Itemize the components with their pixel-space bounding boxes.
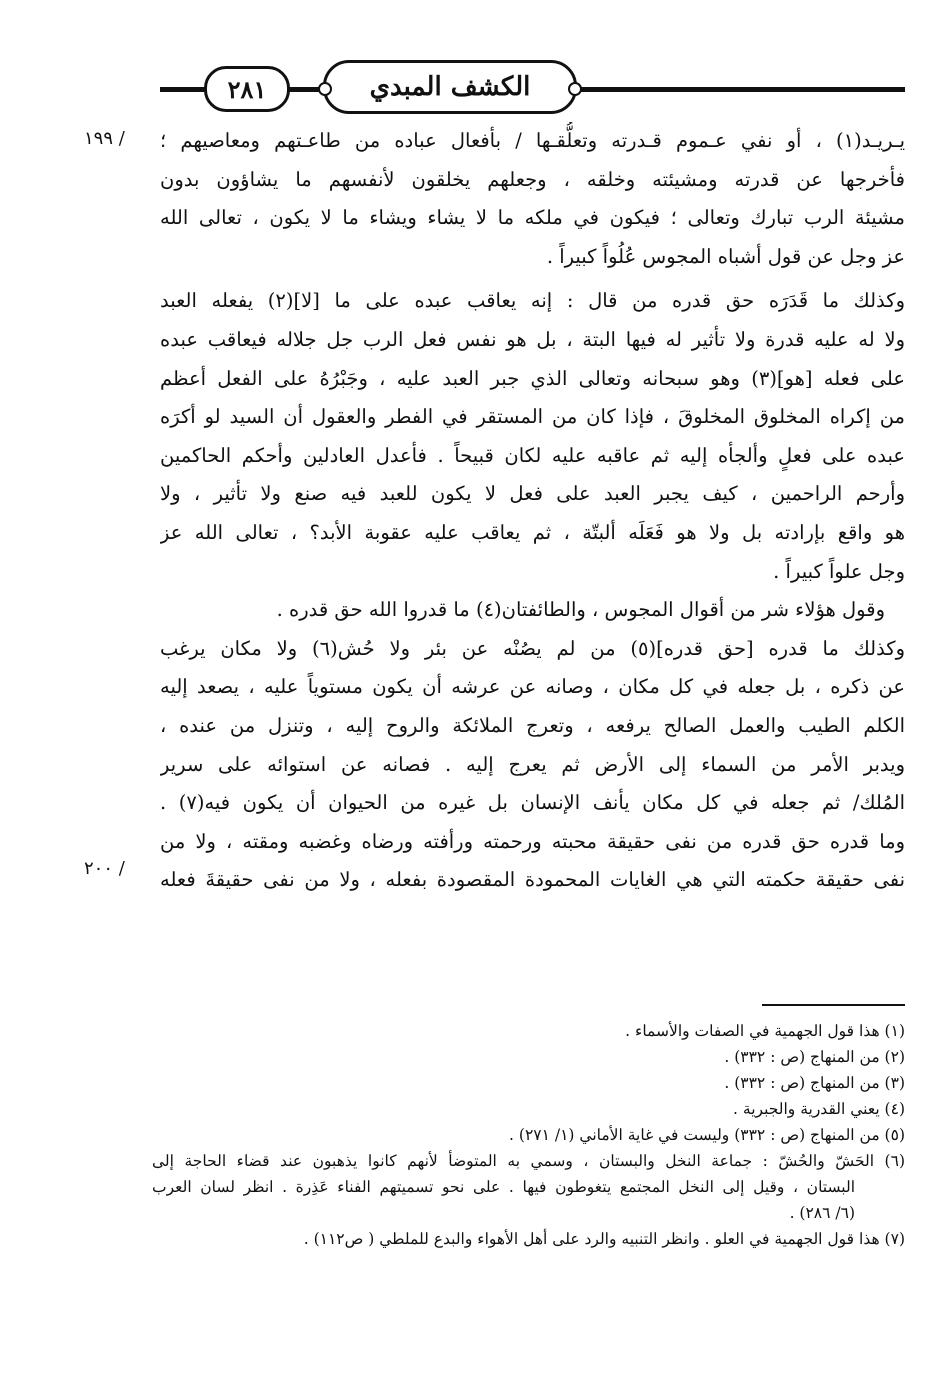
text-line: وكذلك ما قدره [حق قدره](٥) من لم يصُنْه عن بئر ولا حُش(٦) ولا مكان يرغب (160, 636, 905, 660)
text-line: يـريـد(١) ، أو نفي عـموم قـدرته وتعلُّقـها / بأفعال عباده من طاعـتهم ومعاصيهم ؛ (160, 129, 905, 152)
footnote: (٦) الحَشّ والحُشّ : جماعة النخل والبستان ، وسمي به المتوضأ لأنهم كانوا يذهبون عند قضاء الحاجة إلى (152, 1152, 905, 1170)
footnote-divider (762, 1004, 905, 1006)
footnote: (٣) من المنهاج (ص : ٣٣٢) . (724, 1074, 905, 1092)
text-line: وقول هؤلاء شر من أقوال المجوس ، والطائفتان(٤) ما قدروا الله حق قدره . (276, 598, 885, 622)
footnote: (٧) هذا قول الجهمية في العلو . وانظر التنبيه والرد على أهل الأهواء والبدع للملطي ( ص١١٢) . (303, 1230, 905, 1248)
text-line: من إكراه المخلوق المخلوقَ ، فإذا كان من المستقر في الفطر والعقول أن السيد لو أكرَه (160, 405, 905, 429)
text-line: عبده على فعلٍ وألجأه إليه ثم عاقبه عليه لكان قبيحاً . فأعدل العادلين وأحكم الحاكمين (160, 443, 905, 467)
footnote: (٤) يعني القدرية والجبرية . (733, 1100, 905, 1118)
margin-page-ref: ١٩٩ / (84, 128, 125, 149)
footnote: (١) هذا قول الجهمية في الصفات والأسماء . (625, 1022, 905, 1040)
text-line: وما قدره حق قدره من نفى حقيقة محبته ورحمته ورأفته ورضاه وغضبه ومقته ، ولا من (160, 829, 905, 853)
text-line: فأخرجها عن قدرته ومشيئته وخلقه ، وجعلهم يخلقون لأنفسهم ما يشاؤون بدون (160, 167, 905, 191)
header-rule (565, 87, 905, 92)
text-line: وكذلك ما قَدَرَه حق قدره من قال : إنه يعاقب عبده على ما [لا](٢) يفعله العبد (160, 289, 905, 313)
text-line: عز وجل عن قول أشباه المجوس عُلُواً كبيراً . (546, 244, 905, 268)
text-line: ويدبر الأمر من السماء إلى الأرض ثم يعرج إليه . فصانه عن استوائه على سرير (160, 752, 905, 776)
text-line: ولا له عليه قدرة ولا تأثير له فيها البتة ، بل هو نفس فعل الرب جل جلاله فيعاقب عبده (160, 327, 905, 351)
text-line: المُلك/ ثم جعله في كل مكان يأنف الإنسان بل غيره من الحيوان أن يكون فيه(٧) . (160, 791, 905, 815)
text-line: عن ذكره ، بل جعله في كل مكان ، وصانه عن عرشه أن يكون مستوياً عليه ، يصعد إليه (160, 675, 905, 699)
margin-page-ref: ٢٠٠ / (84, 858, 125, 879)
footnote: (٢) من المنهاج (ص : ٣٣٢) . (724, 1048, 905, 1066)
text-line: نفى حقيقة حكمته التي هي الغايات المحمودة المقصودة بفعله ، ولا من نفى حقيقةَ فعله (160, 868, 905, 892)
footnotes (152, 1018, 905, 1252)
footnote: (٥) من المنهاج (ص : ٣٣٢) وليست في غاية الأماني (١/ ٢٧١) . (509, 1126, 905, 1144)
text-line: وأرحم الراحمين ، كيف يجبر العبد على فعل لا يكون للعبد فيه صنع ولا تأثير ، ولا (160, 482, 905, 506)
footnote: (٦/ ٢٨٦) . (789, 1204, 855, 1222)
text-line: مشيئة الرب تبارك وتعالى ؛ فيكون في ملكه ما لا يشاء ويشاء ما لا يكون ، تعالى الله (160, 206, 905, 230)
text-line: على فعله [هو](٣) وهو سبحانه وتعالى الذي جبر العبد عليه ، وجَبْرُهُ على الفعل أعظم (160, 366, 905, 390)
footnote: البستان ، وقيل إلى النخل المجتمع يتغوطون فيها . على نحو تسميتهم الفناء عَذِرة . انظر لسان العرب (152, 1178, 855, 1196)
book-title: الكشف المبدي (323, 60, 577, 114)
page-header (160, 60, 905, 120)
page-number: ٢٨١ (204, 66, 290, 112)
main-text (160, 122, 905, 900)
text-line: الكلم الطيب والعمل الصالح يرفعه ، وتعرج الملائكة والروح إليه ، وتنزل من عنده ، (160, 713, 905, 737)
header-rule (160, 87, 210, 92)
text-line: هو واقع بإرادته بل ولا هو فَعَلَه ألبتّة ، ثم يعاقب عليه عقوبة الأبد؟ ، تعالى الله عز (160, 520, 905, 544)
text-line: وجل علواً كبيراً . (773, 559, 905, 583)
